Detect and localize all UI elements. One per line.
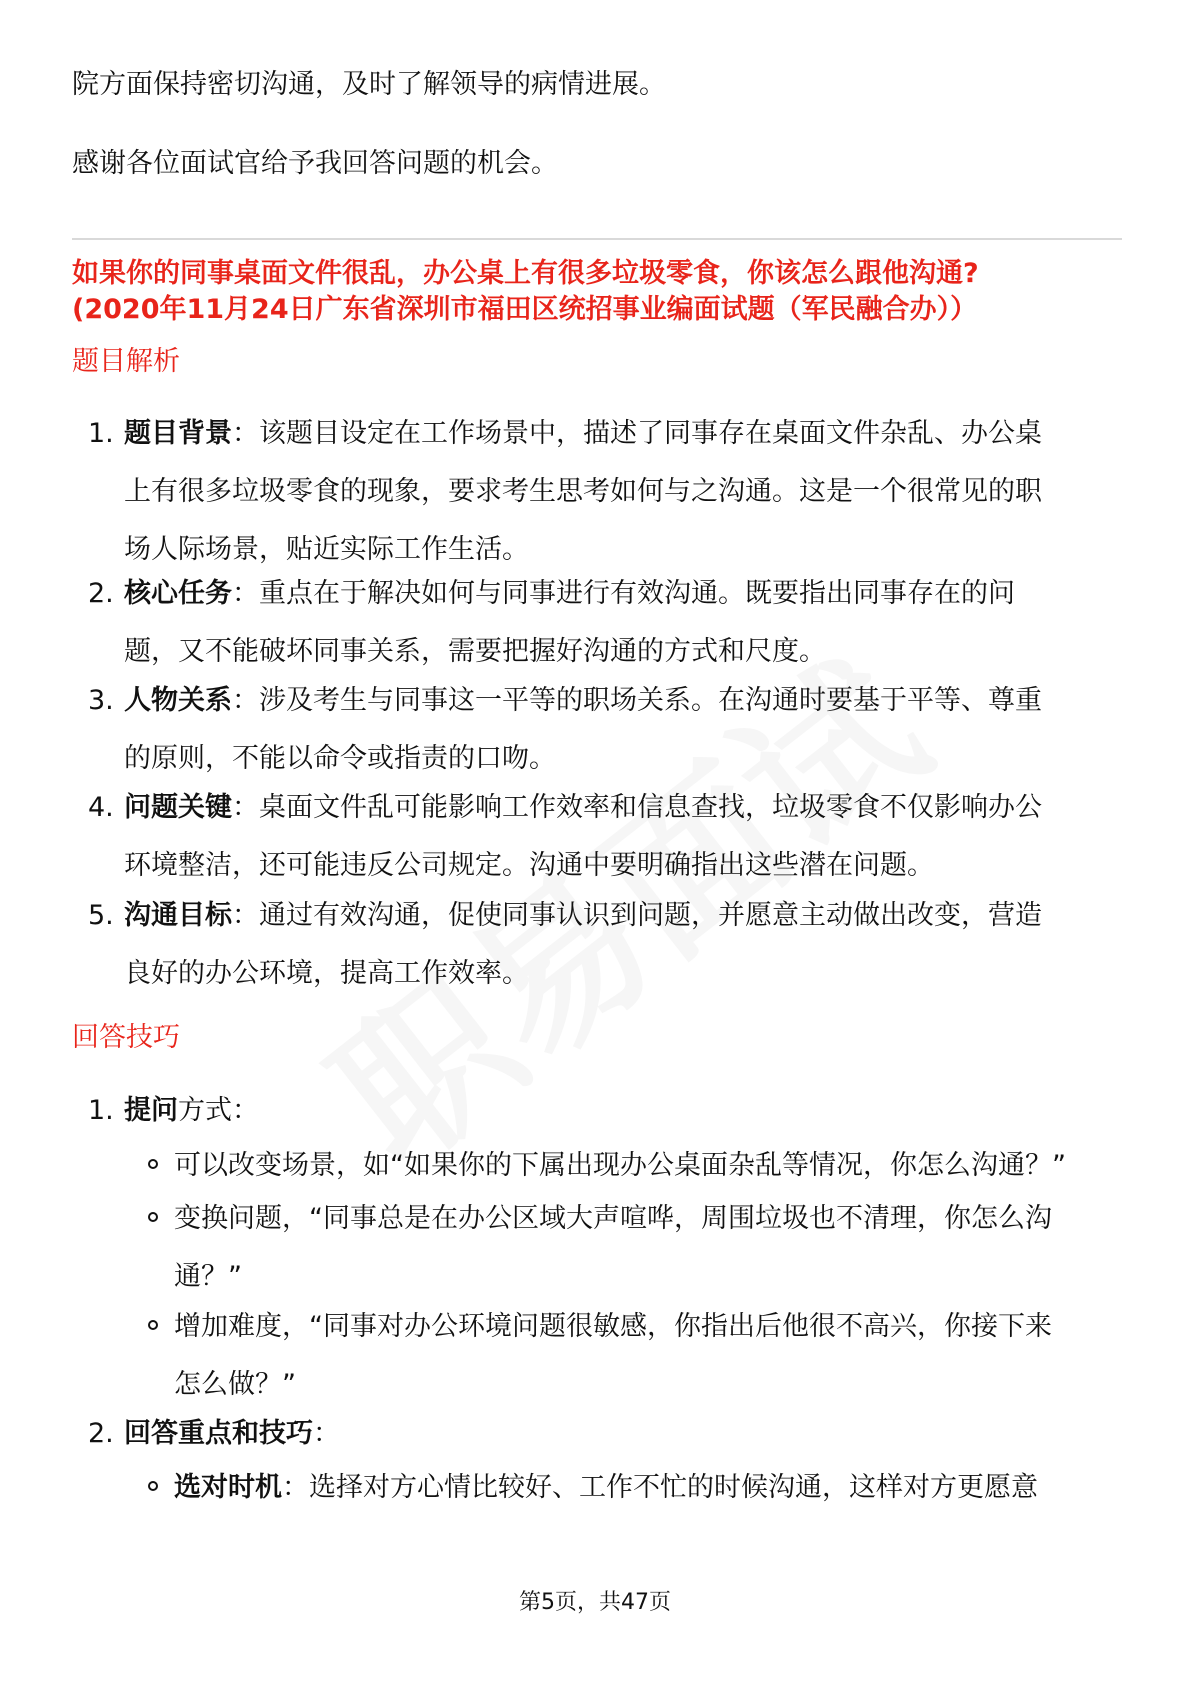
sub-item-text: 选择对方心情比较好、工作不忙的时候沟通，这样对方更愿意 [309,1472,1038,1503]
circle-bullet-icon [148,1481,158,1491]
item-text: 题，又不能破坏同事关系，需要把握好沟通的方式和尺度。 [124,636,826,667]
list-number: 2. [88,1418,114,1449]
item-label: 沟通目标 [124,900,232,931]
circle-bullet-icon [148,1159,158,1169]
circle-bullet-icon [148,1320,158,1330]
list-number: 2. [88,578,114,609]
section-divider [72,238,1122,240]
item-label-rest: 方式： [178,1095,259,1126]
item-text: 桌面文件乱可能影响工作效率和信息查找，垃圾零食不仅影响办公 [259,792,1042,823]
question-title-line-1: 如果你的同事桌面文件很乱，办公桌上有很多垃圾零食，你该怎么跟他沟通? [72,258,979,289]
sub-item-label: 选对时机 [174,1472,282,1503]
sub-item-text: 可以改变场景，如“如果你的下属出现办公桌面杂乱等情况，你怎么沟通？” [174,1150,1066,1181]
item-text: 的原则，不能以命令或指责的口吻。 [124,743,556,774]
item-label: 题目背景 [124,418,232,449]
tips-heading: 回答技巧 [72,1022,180,1053]
item-label: 问题关键 [124,792,232,823]
page-number-footer: 第5页，共47页 [519,1590,671,1615]
item-text: 良好的办公环境，提高工作效率。 [124,958,529,989]
item-text: 通过有效沟通，促使同事认识到问题，并愿意主动做出改变，营造 [259,900,1042,931]
sub-item-text: 变换问题，“同事总是在办公区域大声喧哗，周围垃圾也不清理，你怎么沟 [174,1203,1052,1234]
analysis-heading: 题目解析 [72,346,180,377]
list-number: 1. [88,1095,114,1126]
item-text: 环境整洁，还可能违反公司规定。沟通中要明确指出这些潜在问题。 [124,850,934,881]
list-number: 3. [88,685,114,716]
item-text: 该题目设定在工作场景中，描述了同事存在桌面文件杂乱、办公桌 [259,418,1042,449]
list-number: 5. [88,900,114,931]
item-text: 上有很多垃圾零食的现象，要求考生思考如何与之沟通。这是一个很常见的职 [124,476,1042,507]
sub-item-text: 通？” [174,1261,242,1292]
item-label: 人物关系 [124,685,232,716]
sub-item-text: 增加难度，“同事对办公环境问题很敏感，你指出后他很不高兴，你接下来 [174,1311,1052,1342]
intro-line-2: 感谢各位面试官给予我回答问题的机会。 [72,148,558,179]
item-label: 提问 [124,1095,178,1126]
item-text: 涉及考生与同事这一平等的职场关系。在沟通时要基于平等、尊重 [259,685,1042,716]
item-text: 场人际场景，贴近实际工作生活。 [124,534,529,565]
question-title-line-2: (2020年11月24日广东省深圳市福田区统招事业编面试题（军民融合办）） [72,294,978,325]
list-number: 1. [88,418,114,449]
sub-item-text: 怎么做？” [174,1369,296,1400]
item-label: 回答重点和技巧 [124,1418,313,1449]
item-text: 重点在于解决如何与同事进行有效沟通。既要指出同事存在的问 [259,578,1015,609]
list-number: 4. [88,792,114,823]
intro-line-1: 院方面保持密切沟通，及时了解领导的病情进展。 [72,69,666,100]
circle-bullet-icon [148,1212,158,1222]
item-label: 核心任务 [124,578,232,609]
